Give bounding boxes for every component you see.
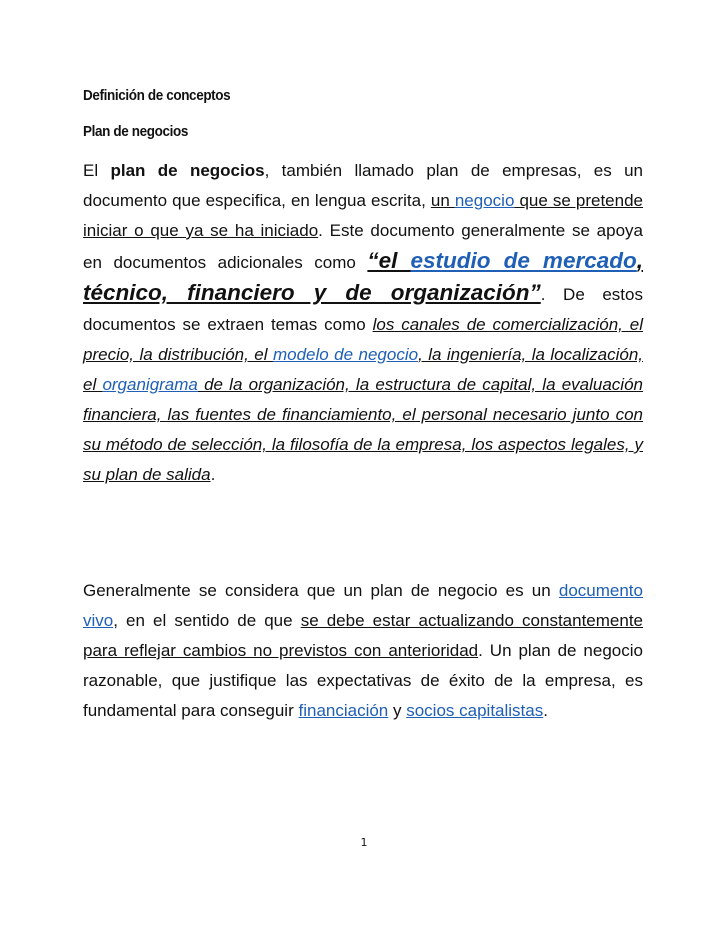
heading-business-plan: Plan de negocios xyxy=(83,124,188,140)
text-span: . xyxy=(210,465,216,484)
emphasis-text: “el xyxy=(367,248,411,273)
link-modelo-de-negocio[interactable]: modelo de negocio xyxy=(272,345,419,364)
text-span: y xyxy=(388,701,407,720)
heading-definitions: Definición de conceptos xyxy=(83,88,231,104)
paragraph-living-document xyxy=(83,576,643,726)
link-documento-vivo[interactable]: documento vivo xyxy=(83,581,643,630)
text-span: , también llamado plan de empresas, es un documento que especifica, en lengua escrita, xyxy=(83,161,644,210)
text-span: . Un plan de negocio razonable, que justifique las expectativas de éxito de la empresa, es fundamental para conseguir xyxy=(83,641,643,720)
text-span: . xyxy=(543,701,548,720)
text-span: . Este documento generalmente se apoya en documentos adicionales como xyxy=(83,221,643,272)
link-financiacion[interactable]: financiación xyxy=(298,701,389,720)
underlined-text: un xyxy=(430,191,455,210)
underlined-text: que se pretende iniciar o que ya se ha iniciado xyxy=(83,191,643,240)
underlined-text: se debe estar actualizando constantemente para reflejar cambios no previstos con anterioridad xyxy=(83,611,644,660)
link-socios-capitalistas[interactable]: socios capitalistas xyxy=(406,701,544,720)
italic-underlined-text: de la organización, la estructura de capital, la evaluación financiera, las fuentes de financiamiento, el personal necesario junto con su método de selección, la filosofía de la empresa, los aspectos legales, y su plan de salida xyxy=(83,375,643,484)
bold-term: plan de negocios xyxy=(110,161,265,180)
link-estudio-de-mercado[interactable]: estudio de mercado xyxy=(410,248,637,273)
text-span: El xyxy=(83,161,111,180)
italic-underlined-text: , la ingeniería, la localización, el xyxy=(83,345,643,394)
link-negocio[interactable]: negocio xyxy=(454,191,515,210)
paragraph-business-plan xyxy=(83,156,643,490)
italic-underlined-text: los canales de comercialización, el precio, la distribución, el xyxy=(83,315,644,364)
link-organigrama[interactable]: organigrama xyxy=(102,375,198,394)
text-span: , en el sentido de que xyxy=(113,611,301,630)
text-span: . De estos documentos se extraen temas como xyxy=(83,285,643,334)
page-number: 1 xyxy=(360,836,368,849)
emphasis-text: , técnico, financiero y de organización” xyxy=(83,248,643,305)
text-span: Generalmente se considera que un plan de negocio es un xyxy=(83,581,559,600)
